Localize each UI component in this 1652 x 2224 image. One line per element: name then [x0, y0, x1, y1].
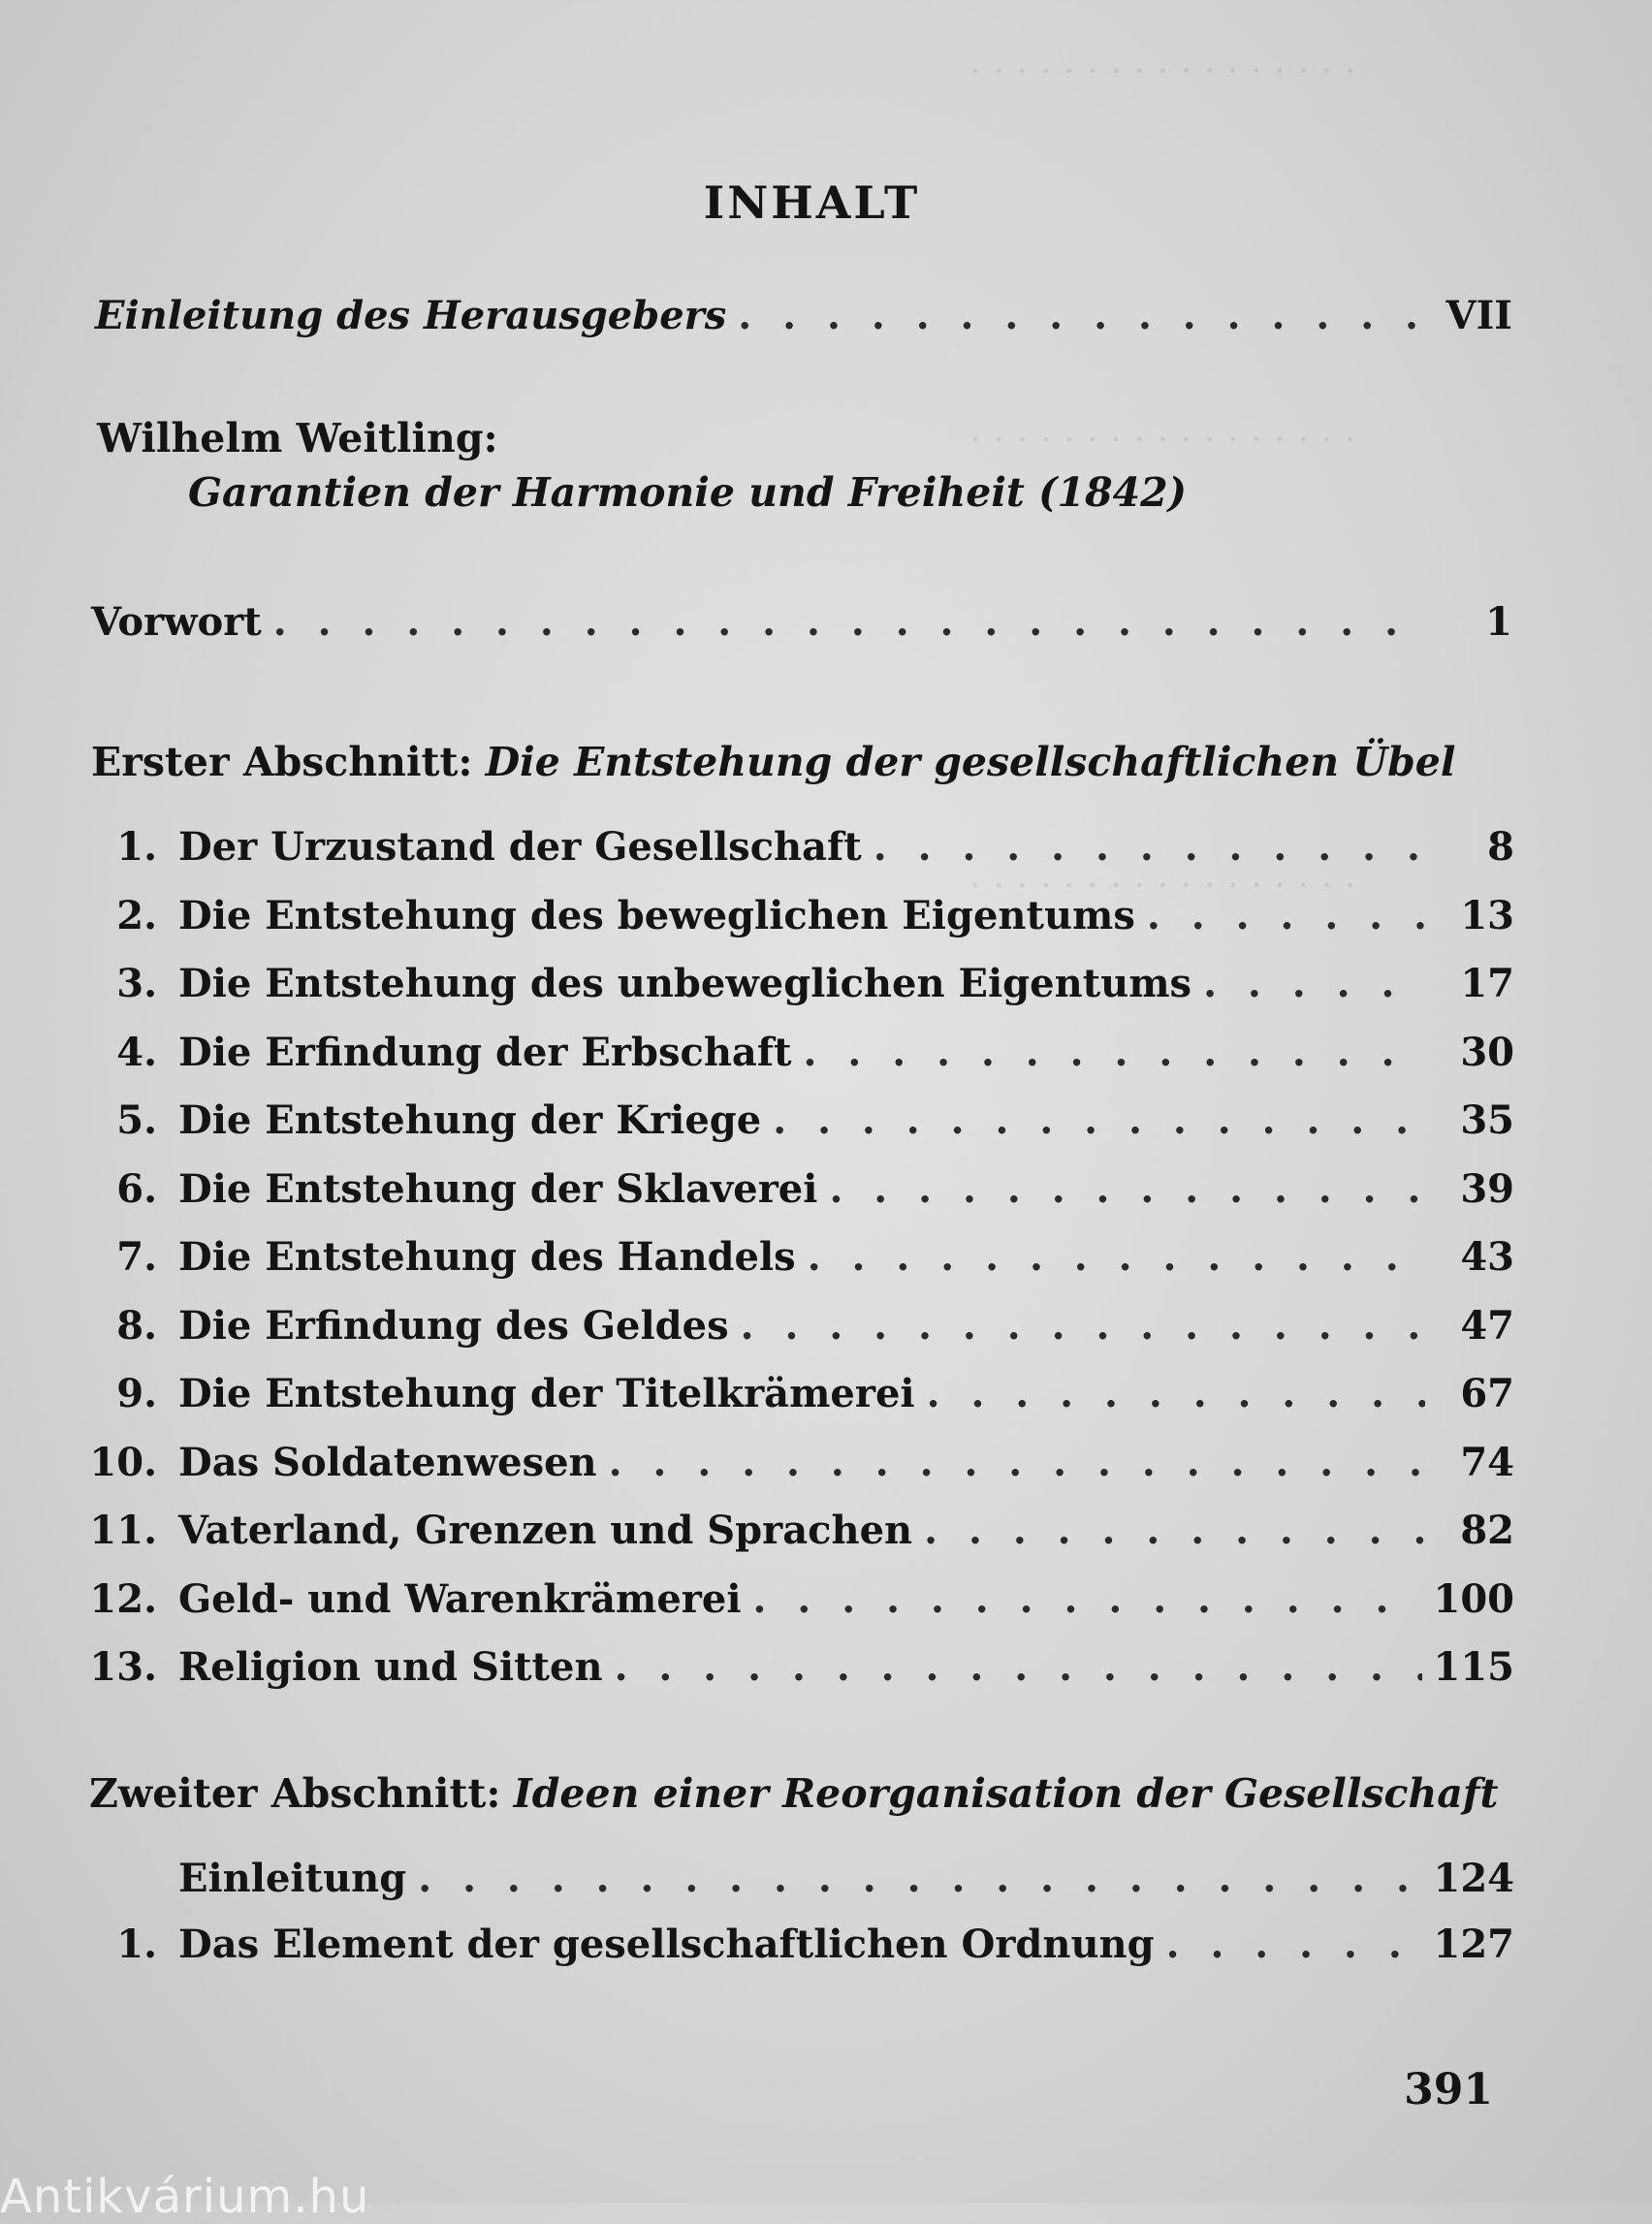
dot-leader: [808, 1230, 1425, 1285]
toc-entry[interactable]: [70, 957, 1514, 1011]
dot-leader: [773, 1094, 1425, 1148]
toc-entry-number: 11.: [89, 1508, 157, 1553]
toc-entry-label: Die Entstehung der Kriege: [178, 1097, 762, 1143]
toc-entry-page: 47: [1460, 1302, 1514, 1349]
toc-entry[interactable]: [70, 1504, 1514, 1558]
bleed-through: . . . . . . . . . . . . . . . . .: [969, 407, 1356, 450]
bleed-through: . . . . . . . . . . . . . . . . .: [969, 853, 1356, 896]
watermark: Antikvárium.hu: [0, 2170, 370, 2224]
toc-entry-label: Religion und Sitten: [178, 1644, 603, 1690]
toc-entry-preface[interactable]: [91, 595, 1512, 650]
toc-entry-number: 12.: [89, 1575, 157, 1622]
toc-entry-page: 67: [1460, 1371, 1514, 1416]
toc-entry-number: 4.: [116, 1029, 157, 1075]
toc-entry[interactable]: [70, 1162, 1514, 1217]
toc-entry-number: 10.: [89, 1439, 157, 1485]
toc-entry-label: Die Entstehung der Sklaverei: [178, 1165, 818, 1212]
dot-leader: [615, 1640, 1422, 1695]
toc-entry-number: 5.: [116, 1097, 157, 1143]
toc-entry-page: 1: [1485, 599, 1512, 645]
work-author: Wilhelm Weitling:: [97, 415, 498, 461]
toc-entry-page: 35: [1460, 1097, 1514, 1143]
toc-entry-label: Geld- und Warenkrämerei: [178, 1575, 742, 1622]
toc-entry-number: 8.: [116, 1302, 157, 1349]
toc-entry-label: Der Urzustand der Gesellschaft: [178, 824, 862, 870]
toc-entry-label: Die Erfindung der Erbschaft: [178, 1029, 792, 1075]
toc-entry-number: 7.: [116, 1234, 157, 1280]
toc-entry-page: 39: [1460, 1165, 1514, 1212]
toc-entry-label: Die Erfindung des Geldes: [178, 1302, 729, 1349]
page-number: 391: [1404, 2065, 1493, 2114]
section-prefix: Zweiter Abschnitt:: [89, 1770, 501, 1817]
toc-entry[interactable]: [70, 1230, 1514, 1285]
dot-leader: [924, 1504, 1425, 1558]
dot-leader: [753, 1573, 1422, 1627]
toc-entry-page: 13: [1460, 892, 1514, 938]
toc-entry-label: Vaterland, Grenzen und Sprachen: [178, 1508, 913, 1553]
toc-entry[interactable]: [70, 1299, 1514, 1353]
dot-leader: [927, 1367, 1425, 1421]
toc-entry[interactable]: [70, 889, 1514, 943]
dot-leader: [741, 1299, 1425, 1353]
dot-leader: [273, 595, 1423, 650]
toc-entry-label: Einleitung: [178, 1856, 407, 1901]
toc-entry[interactable]: [70, 1367, 1514, 1421]
toc-entry-page: 115: [1433, 1644, 1514, 1690]
toc-entry-page: 30: [1460, 1029, 1514, 1075]
toc-entry-label: Einleitung des Herausgebers: [95, 293, 727, 338]
toc-entry-number: 9.: [116, 1371, 157, 1416]
section-heading-2: [89, 1770, 1498, 1817]
toc-entry-label: Die Entstehung des unbeweglichen Eigentums: [178, 961, 1192, 1006]
dot-leader: [1203, 957, 1425, 1011]
toc-entry-label: Vorwort: [91, 599, 262, 645]
toc-entry[interactable]: [70, 1852, 1514, 1906]
toc-entry[interactable]: [70, 1640, 1514, 1695]
toc-entry-intro[interactable]: [95, 289, 1512, 343]
dot-leader: [829, 1162, 1425, 1217]
toc-entry-page: 74: [1460, 1439, 1514, 1485]
toc-entry-page: VII: [1446, 293, 1512, 338]
dot-leader: [1166, 1918, 1422, 1972]
toc-entry-label: Die Entstehung der Titelkrämerei: [178, 1371, 915, 1416]
toc-entry-page: 124: [1433, 1856, 1514, 1901]
dot-leader: [609, 1436, 1425, 1490]
toc-entry-number: 1.: [116, 824, 157, 870]
dot-leader: [738, 289, 1423, 343]
toc-entry[interactable]: [70, 1094, 1514, 1148]
section-title: Ideen einer Reorganisation der Gesellschaft: [513, 1770, 1499, 1817]
page-title: INHALT: [703, 176, 921, 229]
toc-entry-number: 3.: [116, 961, 157, 1006]
toc-entry-page: 100: [1433, 1575, 1514, 1622]
toc-entry-page: 43: [1460, 1234, 1514, 1280]
toc-entry-label: Die Entstehung des beweglichen Eigentums: [178, 892, 1135, 938]
toc-entry-number: 13.: [89, 1644, 157, 1690]
section-title: Die Entstehung der gesellschaftlichen Übel: [485, 739, 1456, 785]
toc-entry-label: Die Entstehung des Handels: [178, 1234, 796, 1280]
toc-entry-label: Das Element der gesellschaftlichen Ordnung: [178, 1922, 1155, 1967]
work-title: Garantien der Harmonie und Freiheit (1842): [188, 469, 1188, 516]
toc-entry[interactable]: [70, 1918, 1514, 1972]
toc-entry-page: 17: [1460, 961, 1514, 1006]
toc-entry-label: Das Soldatenwesen: [178, 1439, 597, 1485]
toc-entry-page: 82: [1460, 1508, 1514, 1553]
section-prefix: Erster Abschnitt:: [91, 739, 473, 785]
toc-entry[interactable]: [70, 1436, 1514, 1490]
toc-entry-page: 127: [1433, 1922, 1514, 1967]
toc-entry-page: 8: [1487, 824, 1514, 870]
dot-leader: [874, 820, 1425, 874]
toc-entry[interactable]: [70, 1026, 1514, 1080]
toc-entry-number: 6.: [116, 1165, 157, 1212]
dot-leader: [418, 1852, 1421, 1906]
section-heading-1: [91, 739, 1455, 785]
toc-entry[interactable]: [70, 1573, 1514, 1627]
toc-entry-number: 1.: [116, 1922, 157, 1967]
toc-entry[interactable]: [70, 820, 1514, 874]
toc-entry-number: 2.: [116, 892, 157, 938]
dot-leader: [804, 1026, 1425, 1080]
dot-leader: [1147, 889, 1425, 943]
bleed-through: . . . . . . . . . . . . . . . . .: [969, 39, 1356, 81]
